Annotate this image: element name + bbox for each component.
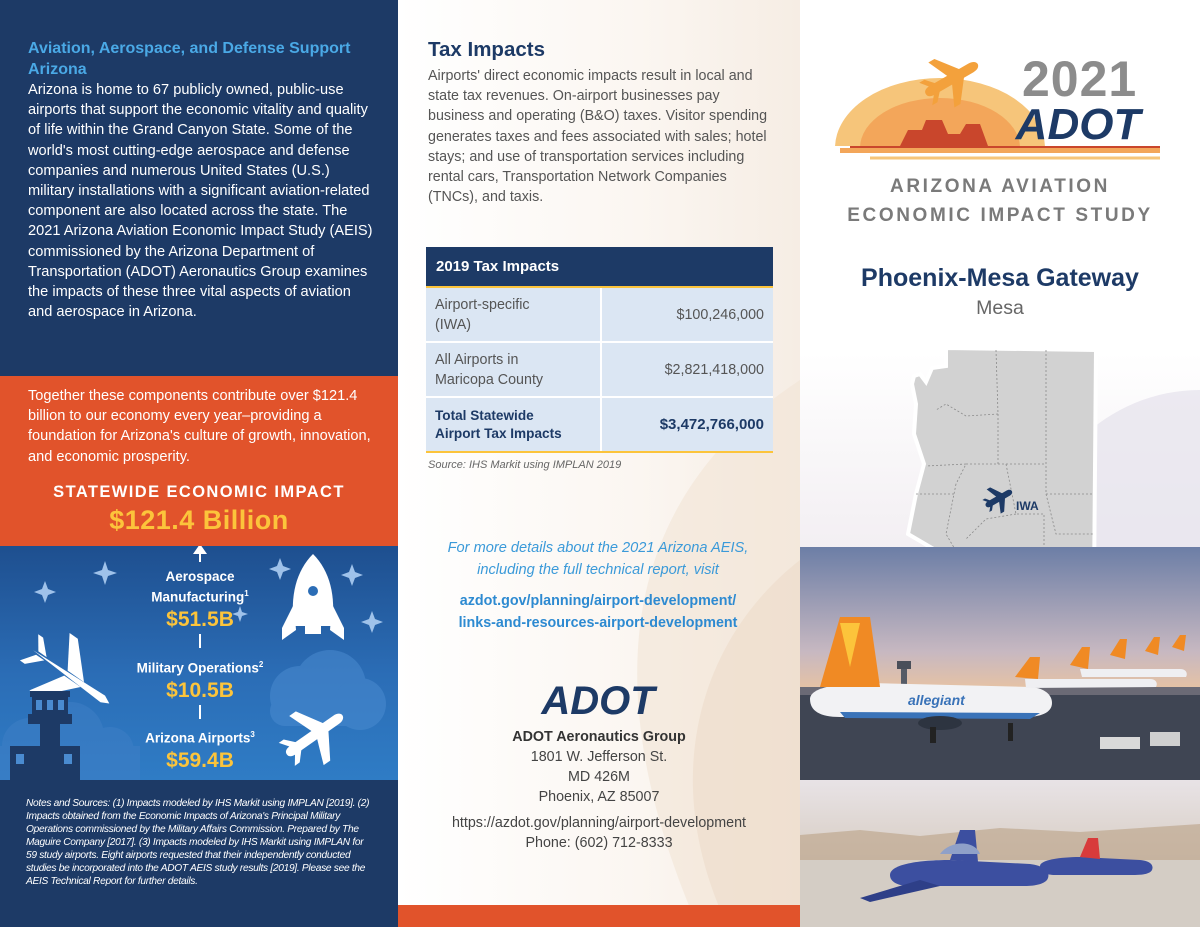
row-value: $100,246,000	[601, 287, 773, 342]
intro-text: Arizona is home to 67 publicly owned, public-use airports that support the economic vitality and quality of life within the Grand Canyon State. Some of the world's most cutting-edge aerospace and defense companies and numerous United States (U.S.) military installations with a significant aviation-related component are also located across the state. The 2021 Arizona Aviation Economic Impact Study (AEIS) commissioned by the Arizona Department of Transportation (ADOT) Aeronautics Group examines the impacts of these three vital aspects of aviation and aerospace in Arizona.	[28, 82, 373, 321]
notes-and-sources: Notes and Sources: (1) Impacts modeled by IHS Markit using IMPLAN [2019]. (2) Impacts obtained from the Economic Impacts of Arizona's Principal Military Operations commissioned by the Military Affairs Commission. Prepared by The Maguire Company [2017]. (3) Impacts modeled by IHS Markit using IMPLAN for 59 study airports. Eight airports requested that their independently conducted studies be incorporated into the ADOT AEIS study results [2019]. Please see the AEIS Technical Report for further details.	[26, 798, 370, 887]
contact-org: ADOT Aeronautics Group	[512, 729, 686, 745]
contact-city: Phoenix, AZ 85007	[538, 789, 660, 805]
bottom-accent-bar	[398, 905, 800, 927]
impact-airports-value: $59.4B	[166, 749, 234, 772]
intro-heading: Aviation, Aerospace, and Defense Support Arizona	[28, 40, 351, 78]
table-total-row	[426, 397, 773, 452]
table-header-row	[426, 247, 773, 287]
airport-photo	[800, 547, 1200, 780]
together-text: Together these components contribute over $121.4 billion to our economy every year–providing a foundation for Arizona's culture of growth, innovation, and economic prosperity.	[28, 388, 371, 465]
impact-infographic	[0, 546, 398, 780]
tax-impacts-table	[426, 247, 773, 453]
table-source: Source: IHS Markit using IMPLAN 2019	[428, 459, 622, 471]
contact-phone: Phone: (602) 712-8333	[525, 835, 673, 851]
contact-block	[398, 727, 800, 853]
contact-url[interactable]: https://azdot.gov/planning/airport-development	[451, 815, 747, 831]
map-label: IWA	[1016, 499, 1039, 513]
impact-aerospace-value: $51.5B	[166, 608, 234, 631]
jets-photo	[800, 780, 1200, 927]
adot-logo: ADOT	[1015, 100, 1141, 149]
impact-aerospace-label: Aerospace Manufacturing$^1$	[151, 569, 249, 605]
row-label: Total Statewide Airport Tax Impacts	[426, 397, 601, 452]
connector-line	[199, 705, 201, 719]
row-value: $2,821,418,000	[601, 342, 773, 397]
statewide-band	[0, 376, 398, 546]
statewide-value: $121.4 Billion	[109, 505, 289, 535]
impact-military-value: $10.5B	[166, 679, 234, 702]
airport-city: Mesa	[976, 297, 1024, 319]
impact-airports-label: Arizona Airports$^3$	[145, 730, 255, 746]
connector-line	[199, 634, 201, 648]
intro-section	[28, 38, 373, 322]
arrow-up-icon	[193, 546, 207, 562]
row-label: Airport-specific (IWA)	[426, 287, 601, 342]
airline-name: allegiant	[908, 692, 965, 708]
right-panel	[800, 0, 1200, 927]
impact-military-label: Military Operations$^2$	[136, 660, 264, 676]
row-value: $3,472,766,000	[601, 397, 773, 452]
contact-street: 1801 W. Jefferson St.	[530, 749, 668, 765]
svg-text:ADOT: ADOT	[541, 680, 655, 720]
table-header: 2019 Tax Impacts	[426, 247, 773, 287]
tax-impacts-text: Airports' direct economic impacts result in local and state tax revenues. On-airport businesses pay business and operating (B&O) taxes. Visitor spending generates taxes and fees associated with sales; hotel stays; and use of transportation services including rental cars, Transportation Network Companies (TNCs), and taxis.	[428, 68, 768, 206]
airport-name: Phoenix-Mesa Gateway	[861, 264, 1139, 292]
study-title: ARIZONA AVIATION ECONOMIC IMPACT STUDY	[847, 176, 1153, 226]
row-label: All Airports in Maricopa County	[426, 342, 601, 397]
table-row	[426, 287, 773, 342]
middle-panel	[398, 0, 800, 927]
adot-logo	[518, 680, 678, 720]
more-details-text: For more details about the 2021 Arizona AEIS, including the full technical report, visit	[447, 540, 749, 578]
report-link[interactable]: azdot.gov/planning/airport-development/ links-and-resources-airport-development	[458, 593, 738, 631]
contact-mail: MD 426M	[568, 769, 630, 785]
table-row	[426, 342, 773, 397]
study-year: 2021	[1022, 51, 1138, 107]
left-panel	[0, 0, 398, 927]
statewide-label: STATEWIDE ECONOMIC IMPACT	[53, 483, 345, 501]
tax-impacts-title: Tax Impacts	[428, 38, 545, 61]
